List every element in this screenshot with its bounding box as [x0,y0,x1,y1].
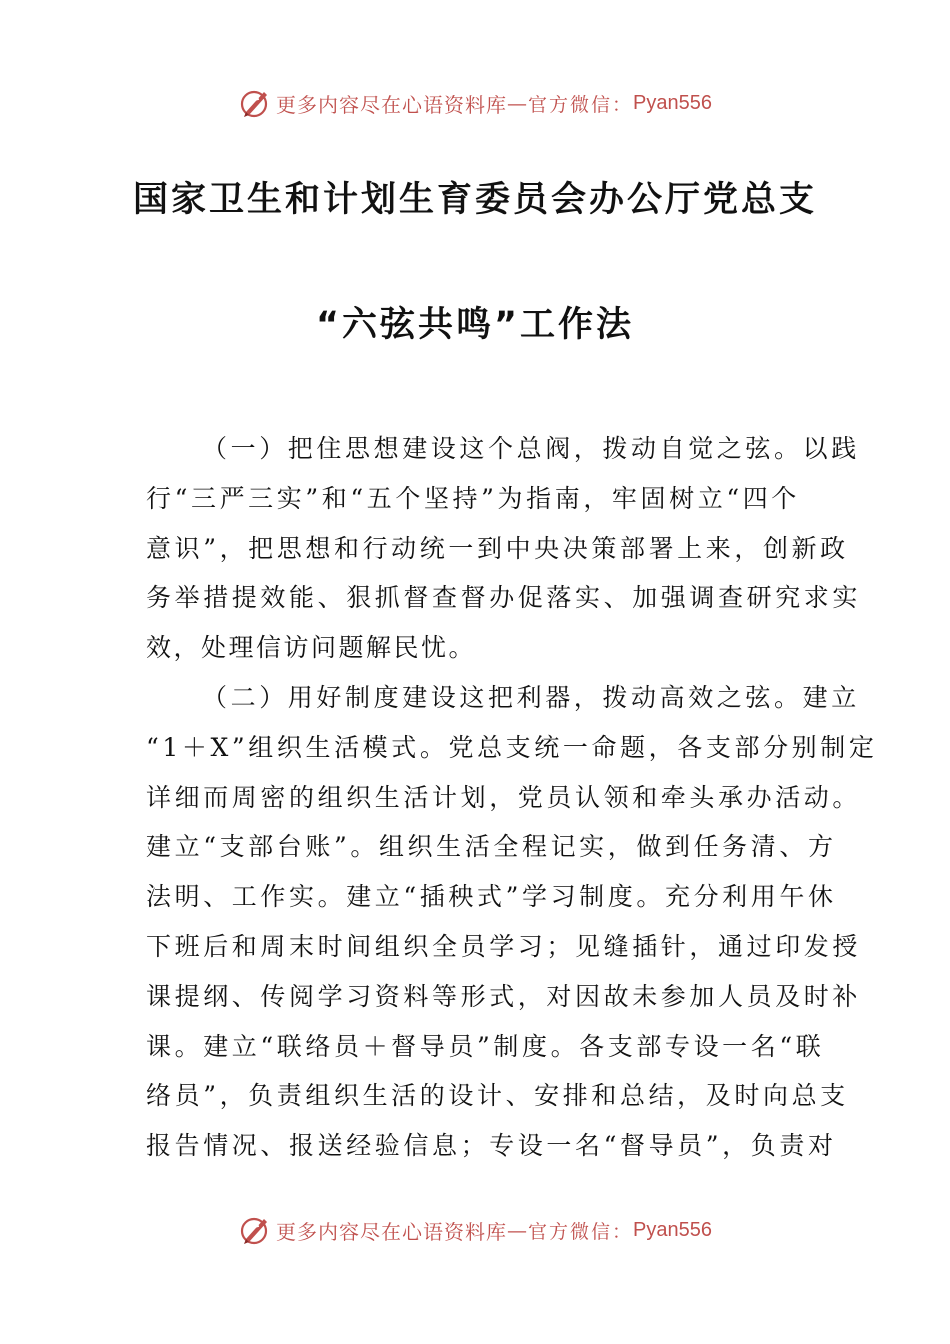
header-banner [0,85,950,121]
paragraph-2-line: 法明、工作实。建立“插秧式”学习制度。充分利用午休 [146,882,837,912]
pen-logo-icon [238,1213,272,1247]
paragraph-2-line: 课。建立“联络员＋督导员”制度。各支部专设一名“联 [146,1031,825,1061]
paragraph-1-line: 行“三严三实”和“五个坚持”为指南，牢固树立“四个 [146,483,800,513]
banner-wechat-label: 官方微信： [528,93,634,116]
paragraph-2-line: 建立“支部台账”。组织生活全程记实，做到任务清、方 [146,832,837,862]
paragraph-2-line: 详细而周密的组织生活计划，党员认领和牵头承办活动。 [146,782,862,812]
paragraph-1-line: （一）把住思想建设这个总阀，拨动自觉之弦。以践 [202,434,860,463]
banner-dash: — [507,1218,528,1242]
paragraph-2-line: 报告情况、报送经验信息；专设一名“督导员”，负责对 [146,1131,837,1161]
document-title-line-2: “六弦共鸣”工作法 [315,305,634,345]
paragraph-2-line: 课提纲、传阅学习资料等形式，对因故未参加人员及时补 [146,981,862,1011]
banner-wechat-id: Pyan556 [633,91,712,114]
paragraph-1-line: 意识”，把思想和行动统一到中央决策部署上来，创新政 [146,533,849,563]
pen-logo-icon [238,86,272,120]
footer-banner [0,1212,950,1248]
banner-text: 更多内容尽在心语资料库 [276,1219,507,1244]
document-body [146,424,878,1171]
paragraph-1-line: 效，处理信访问题解民忧。 [146,633,477,663]
paragraph-2-line: “1＋X”组织生活模式。党总支统一命题，各支部分别制定 [146,732,878,762]
paragraph-2-line: 络员”，负责组织生活的设计、安排和总结，及时向总支 [146,1081,849,1111]
banner-text: 更多内容尽在心语资料库 [276,92,507,117]
banner-wechat-id: Pyan556 [633,1218,712,1241]
paragraph-2-line: 下班后和周末时间组织全员学习；见缝插针，通过印发授 [146,931,862,961]
paragraph-2-line: （二）用好制度建设这把利器，拨动高效之弦。建立 [202,682,860,712]
banner-dash: — [507,91,528,115]
banner-wechat-label: 官方微信： [528,1220,634,1243]
paragraph-1-line: 务举措提效能、狠抓督查督办促落实、加强调查研究求实 [146,583,862,613]
document-title-line-1: 国家卫生和计划生育委员会办公厅党总支 [132,180,817,220]
